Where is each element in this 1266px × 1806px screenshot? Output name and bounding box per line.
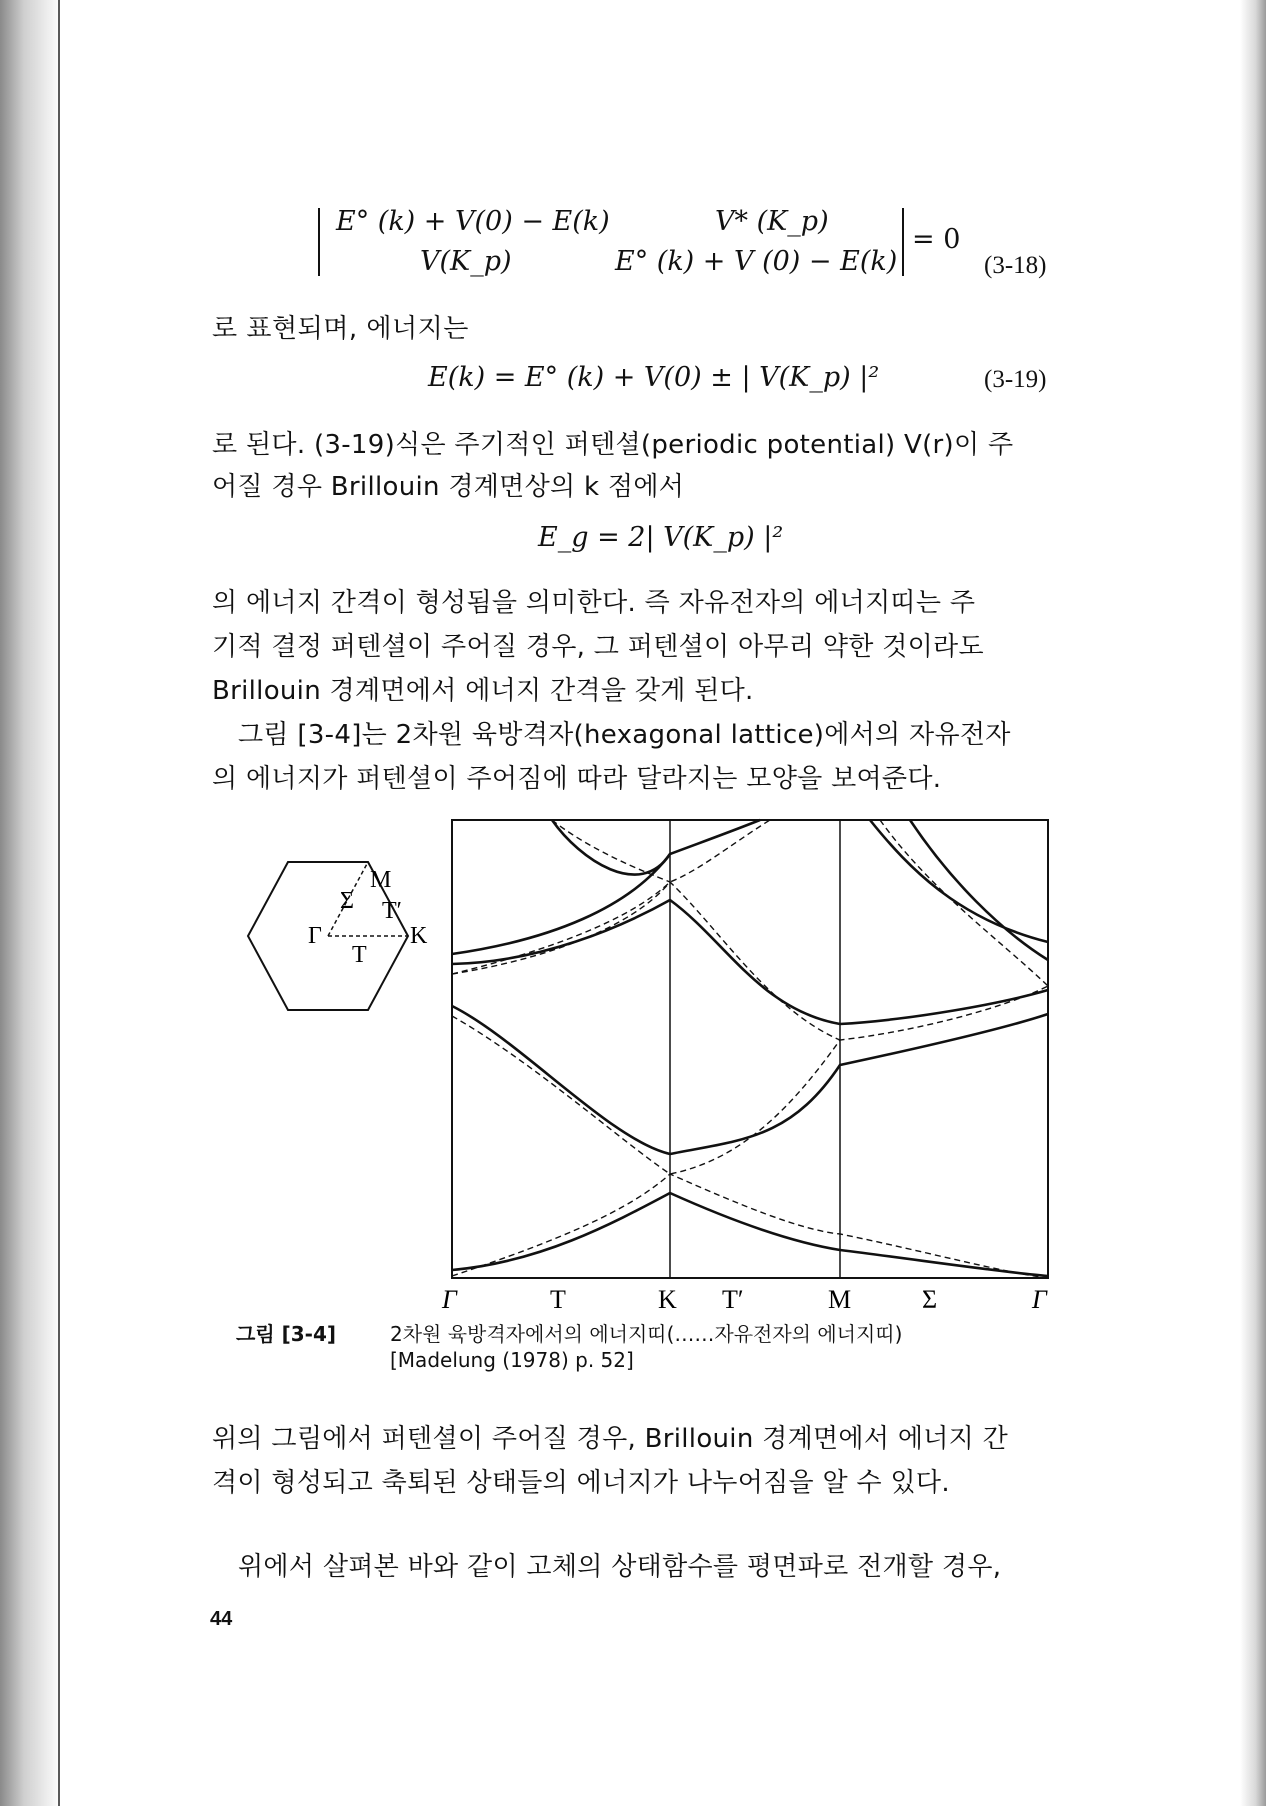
band-structure-plot: [440, 810, 1120, 1310]
band-2: [452, 1006, 1048, 1154]
free-band-4: [452, 820, 770, 974]
perturbed-bands: [452, 820, 1048, 1276]
paragraph-3-line-2: 의 에너지가 퍼텐셜이 주어짐에 따라 달라지는 모양을 보여준다.: [212, 764, 942, 794]
paragraph-5-line-1: 위에서 살펴본 바와 같이 고체의 상태함수를 평면파로 전개할 경우,: [238, 1552, 1002, 1582]
det-r1c1: E° (k) + V(0) − E(k): [336, 206, 610, 237]
hexagon-brillouin-zone: [240, 850, 460, 1020]
hex-label-m: M: [370, 867, 392, 893]
free-band-6: [880, 820, 1048, 986]
paragraph-2-line-3: Brillouin 경계면에서 에너지 간격을 갖게 된다.: [212, 676, 754, 706]
determinant-right-bar: [902, 208, 904, 276]
paragraph-4-line-2: 격이 형성되고 축퇴된 상태들의 에너지가 나누어짐을 알 수 있다.: [212, 1468, 950, 1498]
figure-caption-text: 2차원 육방격자에서의 에너지띠(……자유전자의 에너지띠): [390, 1322, 903, 1346]
free-band-3: [452, 882, 840, 1040]
equation-number-3-19: (3-19): [984, 366, 1047, 393]
paragraph-2-line-1: 의 에너지 간격이 형성됨을 의미한다. 즉 자유전자의 에너지띠는 주: [212, 588, 976, 618]
axis-label-t-prime: T′: [722, 1285, 744, 1310]
determinant-left-bar: [318, 208, 320, 276]
equation-3-19: E(k) = E° (k) + V(0) ± | V(K_p) |²: [428, 362, 880, 393]
det-r1c2: V* (K_p): [715, 206, 829, 237]
hex-label-gamma: Γ: [308, 923, 322, 949]
axis-label-t: T: [550, 1285, 566, 1310]
page-number: 44: [210, 1608, 233, 1630]
paragraph-1-line-2: 어질 경우 Brillouin 경계면상의 k 점에서: [212, 472, 685, 502]
free-electron-bands: [452, 820, 1048, 1278]
page-left-shadow: [0, 0, 60, 1806]
paragraph-3-line-1: 그림 [3-4]는 2차원 육방격자(hexagonal lattice)에서의 자유전자: [238, 720, 1011, 750]
text-after-3-18: 로 표현되며, 에너지는: [212, 314, 469, 344]
equation-energy-gap: E_g = 2| V(K_p) |²: [538, 522, 784, 553]
band-3: [452, 900, 1048, 1024]
hex-label-k: K: [410, 923, 428, 949]
figure-caption-source: [Madelung (1978) p. 52]: [390, 1348, 634, 1372]
det-rhs: = 0: [912, 224, 961, 255]
det-r2c2: E° (k) + V (0) − E(k): [615, 246, 898, 277]
band-1: [452, 1193, 1048, 1276]
hex-label-sigma: Σ: [340, 888, 354, 914]
hex-label-t-prime: T′: [382, 898, 402, 924]
figure-caption-label: 그림 [3-4]: [236, 1322, 337, 1346]
paragraph-1-line-1: 로 된다. (3-19)식은 주기적인 퍼텐셜(periodic potential) V(r)이 주: [212, 430, 1014, 460]
axis-label-gamma-right: Γ: [1032, 1285, 1047, 1310]
axis-label-k: K: [658, 1285, 677, 1310]
paragraph-2-line-2: 기적 결정 퍼텐셜이 주어질 경우, 그 퍼텐셜이 아무리 약한 것이라도: [212, 632, 984, 662]
page-right-shadow: [1240, 0, 1266, 1806]
equation-number-3-18: (3-18): [984, 252, 1047, 279]
book-page: [60, 0, 1240, 1806]
free-band-2: [452, 986, 1048, 1174]
plot-frame: [452, 820, 1048, 1278]
band-4: [452, 820, 760, 954]
hex-label-t: T: [352, 942, 367, 968]
axis-label-sigma: Σ: [922, 1285, 938, 1310]
paragraph-4-line-1: 위의 그림에서 퍼텐셜이 주어질 경우, Brillouin 경계면에서 에너지 간: [212, 1424, 1009, 1454]
axis-label-m: M: [828, 1285, 852, 1310]
det-r2c1: V(K_p): [420, 246, 512, 277]
band-5: [552, 820, 670, 875]
band-6: [870, 820, 1048, 942]
axis-label-gamma-left: Γ: [442, 1285, 457, 1310]
band-7: [910, 820, 1048, 960]
